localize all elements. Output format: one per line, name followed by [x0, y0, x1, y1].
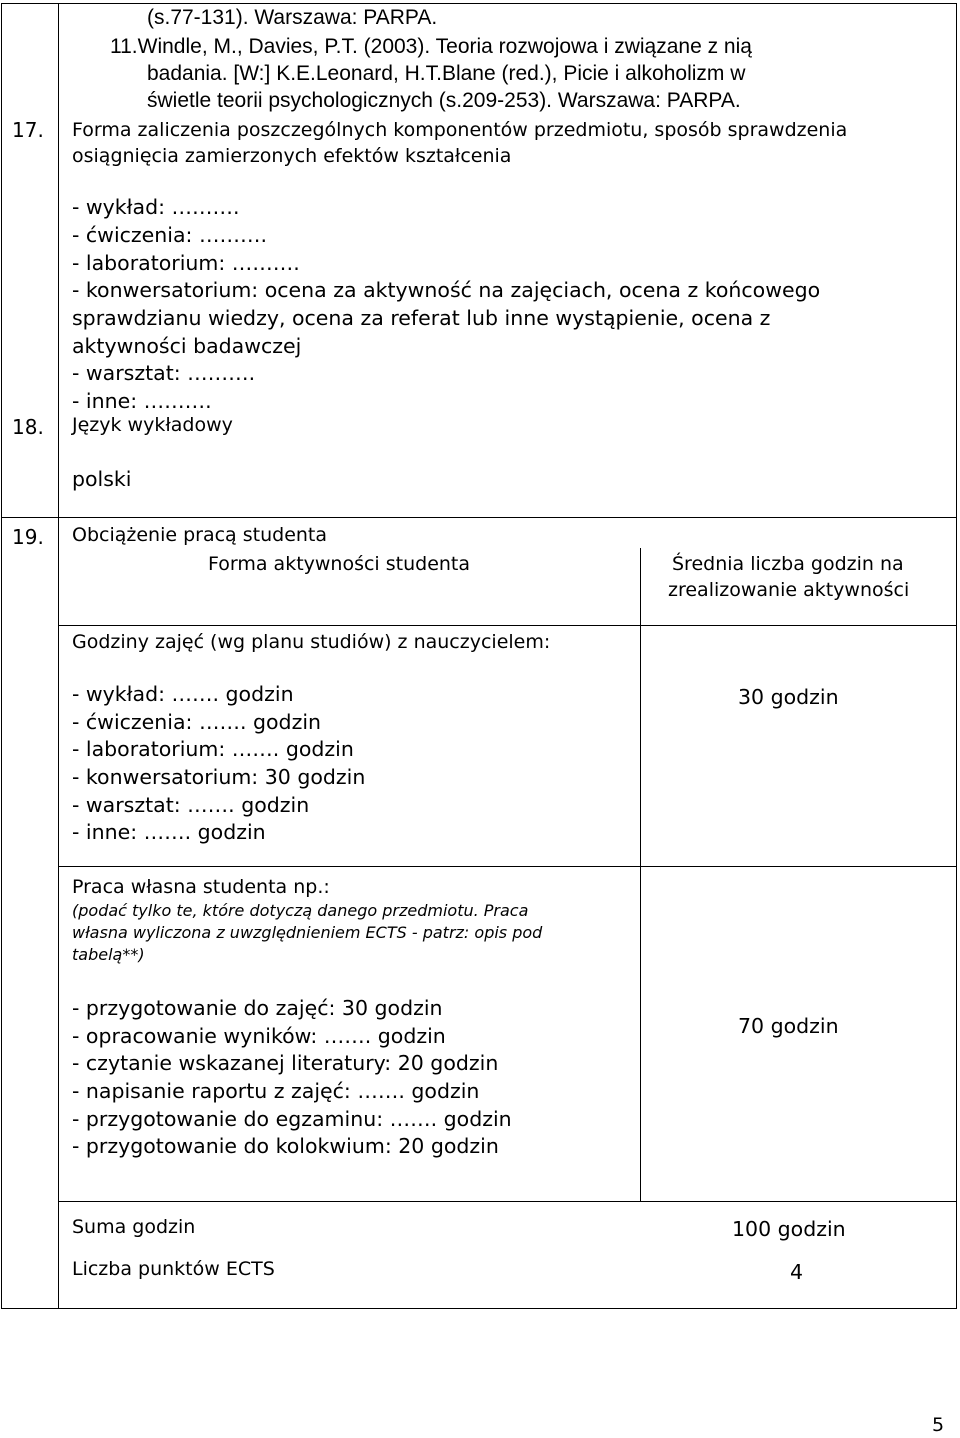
workload-col1-header: Forma aktywności studenta [208, 553, 471, 575]
reference-line: 11.Windle, M., Davies, P.T. (2003). Teoria rozwojowa i związane z nią [110, 35, 752, 58]
self-study-heading: Praca własna studenta np.: [72, 876, 330, 898]
self-study-note: (podać tylko te, które dotyczą danego przedmiotu. Praca [72, 901, 529, 920]
sum-label: Suma godzin [72, 1216, 196, 1238]
workload-self-bottom [58, 1201, 957, 1202]
contact-hours-item: - konwersatorium: 30 godzin [72, 765, 366, 789]
outer-border-bottom [1, 1308, 957, 1309]
self-study-item: - przygotowanie do egzaminu: ……. godzin [72, 1107, 512, 1131]
reference-line: (s.77-131). Warszawa: PARPA. [147, 6, 438, 29]
assessment-item: aktywności badawczej [72, 334, 302, 358]
contact-hours-heading: Godziny zajęć (wg planu studiów) z nauczycielem: [72, 631, 551, 653]
page-number: 5 [932, 1414, 945, 1436]
workload-contact-bottom [58, 866, 957, 867]
section-number-18: 18. [12, 415, 44, 439]
self-study-item: - przygotowanie do zajęć: 30 godzin [72, 996, 443, 1020]
section-19-title: Obciążenie pracą studenta [72, 524, 328, 546]
contact-hours-total: 30 godzin [738, 685, 839, 709]
assessment-item: - inne: ………. [72, 389, 212, 413]
self-study-item: - przygotowanie do kolokwium: 20 godzin [72, 1134, 499, 1158]
assessment-item: - ćwiczenia: ………. [72, 223, 267, 247]
workload-col-divider [640, 548, 641, 1202]
self-study-note: własna wyliczona z uwzględnieniem ECTS - patrz: opis pod [72, 923, 543, 942]
outer-border-right [956, 3, 957, 1309]
assessment-item: sprawdzianu wiedzy, ocena za referat lub inne wystąpienie, ocena z [72, 306, 771, 330]
assessment-item: - konwersatorium: ocena za aktywność na zajęciach, ocena z końcowego [72, 278, 821, 302]
section-17-title: Forma zaliczenia poszczególnych komponentów przedmiotu, sposób sprawdzenia [72, 119, 848, 141]
self-study-item: - opracowanie wyników: ……. godzin [72, 1024, 446, 1048]
ects-value: 4 [790, 1260, 804, 1284]
self-study-item: - napisanie raportu z zajęć: ……. godzin [72, 1079, 480, 1103]
self-study-note: tabelą**) [72, 945, 145, 964]
contact-hours-item: - wykład: ……. godzin [72, 682, 294, 706]
assessment-item: - wykład: ………. [72, 195, 240, 219]
row-divider-18-19 [1, 517, 957, 518]
contact-hours-item: - warsztat: ……. godzin [72, 793, 310, 817]
assessment-item: - laboratorium: ………. [72, 251, 300, 275]
number-column-divider [58, 3, 59, 1309]
self-study-item: - czytanie wskazanej literatury: 20 godzin [72, 1051, 499, 1075]
section-number-19: 19. [12, 525, 44, 549]
section-17-title: osiągnięcia zamierzonych efektów kształcenia [72, 145, 512, 167]
reference-line: świetle teorii psychologicznych (s.209-253). Warszawa: PARPA. [147, 89, 741, 112]
contact-hours-item: - ćwiczenia: ……. godzin [72, 710, 322, 734]
sum-value: 100 godzin [732, 1217, 846, 1241]
workload-col2-header: zrealizowanie aktywności [668, 579, 910, 601]
self-study-total: 70 godzin [738, 1014, 839, 1038]
contact-hours-item: - laboratorium: ……. godzin [72, 737, 354, 761]
workload-col2-header: Średnia liczba godzin na [672, 553, 904, 575]
assessment-item: - warsztat: ………. [72, 361, 256, 385]
outer-border-top [1, 3, 957, 4]
language-value: polski [72, 467, 132, 491]
workload-header-bottom [58, 625, 957, 626]
ects-label: Liczba punktów ECTS [72, 1258, 275, 1280]
reference-line: badania. [W:] K.E.Leonard, H.T.Blane (red.), Picie i alkoholizm w [147, 62, 746, 85]
section-number-17: 17. [12, 118, 44, 142]
contact-hours-item: - inne: ……. godzin [72, 820, 266, 844]
outer-border-left [1, 3, 2, 1309]
section-18-title: Język wykładowy [72, 414, 233, 436]
